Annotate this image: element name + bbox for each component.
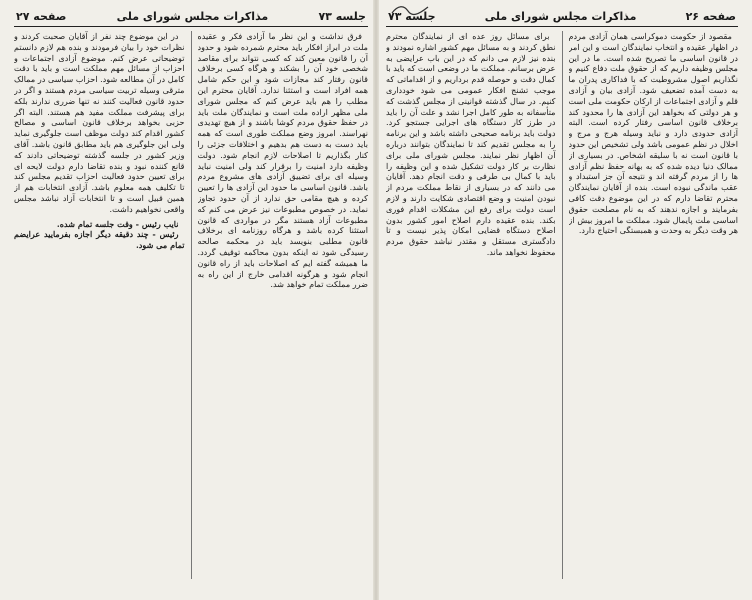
left-page-body (14, 31, 368, 579)
right-page-body (386, 31, 738, 579)
column-divider (562, 31, 563, 579)
right-page-header (386, 6, 738, 27)
right-page-title: مذاکرات مجلس شورای ملی (484, 10, 637, 23)
right-column-left (386, 31, 556, 579)
right-column-right (569, 31, 739, 579)
closing-line-2: رئیس - چند دقیقه دیگر اجازه بفرمایید عرایضم تمام می شود. (14, 229, 185, 251)
column-divider (191, 31, 192, 579)
left-column-right-text: فرق نداشت و این نظر ما آزادی فکر و عقیده ملت در ابراز افکار باید محترم شمرده شود و حدود آن را قانون معین کند که کسی نتواند برای مقاصد شخصی خود آن را بشکند و هرگاه کسی برخلاف قانون رفتار کند مجازات شود و این حکم شامل همه افراد است و استثنا ندارد. آقایان محترم این مطلب را هم باید عرض کنم که مجلس شورای ملی مظهر اراده ملت است و نمایندگان ملت باید در حفظ حقوق مردم کوشا باشند و از هیچ تهدیدی نهراسند. امروز وضع مملکت طوری است که همه باید دست به دست هم بدهیم و اختلافات جزئی را کنار بگذاریم تا اصلاحات لازم انجام شود. دولت وظیفه دارد امنیت را برقرار کند ولی امنیت نباید وسیله ای برای تضییق آزادی های مشروع مردم باشد. قانون اساسی ما حدود این آزادی ها را تعیین کرده و هیچ مقامی حق ندارد از آن حدود تجاوز نماید. در خصوص مطبوعات نیز عرض می کنم که مطبوعات آزاد هستند مگر در مواردی که قانون استثنا کرده باشد و هرگاه روزنامه ای برخلاف قانون مطلبی بنویسد باید در محکمه صالحه رسیدگی شود نه اینکه بدون محاکمه توقیف گردد. ما همیشه گفته ایم که اصلاحات باید از راه قانون انجام شود و هرگونه اقدامی خارج از این راه به ضرر مملکت تمام خواهد شد. (197, 31, 368, 290)
left-page-header (14, 6, 368, 27)
closing-line-1: نایب رئیس - وقت جلسه تمام شده. (56, 218, 179, 229)
left-column-left-text: در این موضوع چند نفر از آقایان صحبت کردند و نظرات خود را بیان فرمودند و بنده هم لازم دانستم توضیحاتی عرض کنم. موضوع آزادی اجتماعات و احزاب از مسائل مهم مملکت است و باید با دقت کامل در آن مطالعه شود. احزاب سیاسی در ممالک مترقی وسیله تربیت سیاسی مردم هستند و اگر در حدود قانون فعالیت کنند نه تنها ضرری ندارند بلکه برای پیشرفت مملکت مفید هم هستند. البته اگر حزبی بخواهد برخلاف قانون اساسی و مصالح کشور اقدام کند دولت موظف است جلوگیری نماید ولی این جلوگیری هم باید مطابق قانون باشد. آقای وزیر کشور در جلسه گذشته توضیحاتی دادند که قانع کننده نبود و بنده تقاضا دارم دولت لایحه ای برای تعیین حدود فعالیت احزاب تقدیم مجلس کند تا تکلیف همه معلوم باشد. آزادی انتخابات هم از همین قبیل است و تا انتخابات آزاد نباشد مجلس واقعی نخواهیم داشت. (14, 31, 185, 214)
right-column-left-text: برای مسائل روز عده ای از نمایندگان محترم نطق کردند و به مسائل مهم کشور اشاره نمودند و بنده نیز لازم می دانم که در این باب عرایضی به عرض برسانم. مملکت ما در وضعی است که باید با کمال دقت و حوصله قدم برداریم و از اقداماتی که موجب تشنج افکار عمومی می شود خودداری کنیم. در سال گذشته قوانینی از مجلس گذشت که متأسفانه به طور کامل اجرا نشد و علت آن را باید در طرز کار دستگاه های اجرایی جستجو کرد. دولت باید برنامه صحیحی داشته باشد و این برنامه را به مجلس تقدیم کند تا نمایندگان بتوانند درباره آن اظهار نظر نمایند. مجلس شورای ملی برای نظارت بر کار دولت تشکیل شده و این وظیفه را باید با کمال بی طرفی و دقت انجام دهد. آقایان می دانند که در بسیاری از نقاط مملکت مردم از نبودن امنیت و وضع اقتصادی شکایت دارند و لازم است دولت برای رفع این مشکلات اقدام فوری بکند. بنده عقیده دارم اصلاح امور کشور بدون اصلاح دستگاه قضایی امکان پذیر نیست و تا دادگستری مستقل و مقتدر نباشد حقوق مردم محفوظ نخواهد ماند. (386, 31, 556, 257)
left-column-right (198, 31, 369, 579)
left-column-left (14, 31, 185, 579)
right-page-number: صفحه ۲۶ (685, 10, 736, 23)
left-page-number: صفحه ۲۷ (16, 10, 67, 23)
left-page-title: مذاکرات مجلس شورای ملی (116, 10, 269, 23)
right-page (376, 0, 752, 600)
right-column-right-text: مقصود از حکومت دموکراسی همان آزادی مردم در اظهار عقیده و انتخاب نمایندگان است و این امر در قانون اساسی ما تصریح شده است. ما در این مجلس وظیفه داریم که از حقوق ملت دفاع کنیم و نگذاریم اصول مشروطیت که با فداکاری پدران ما به دست آمده تضعیف شود. آزادی بیان و آزادی قلم و آزادی اجتماعات از ارکان حکومت ملی است و هر دولتی که بخواهد این آزادی ها را محدود کند برخلاف قانون اساسی رفتار کرده است. البته آزادی حدودی دارد و نباید وسیله هرج و مرج و اخلال در نظم عمومی باشد ولی تشخیص این حدود با قانون است نه با سلیقه اشخاص. در بسیاری از ممالک دنیا دیده شده که به بهانه حفظ نظم آزادی ها را از مردم گرفته اند و نتیجه آن جز استبداد و عقب ماندگی نبوده است. بنده از آقایان نمایندگان محترم تقاضا دارم که در این موضوع دقت کافی بفرمایند و اجازه ندهند که به نام مصلحت حقوق اساسی ملت پایمال شود. مملکت ما امروز بیش از هر وقت دیگر به وحدت و همبستگی احتیاج دارد. (568, 31, 738, 236)
right-session-label: جلسه ۷۳ (388, 10, 436, 23)
handwritten-mark-icon (390, 3, 430, 17)
left-session-label: جلسه ۷۳ (318, 10, 366, 23)
